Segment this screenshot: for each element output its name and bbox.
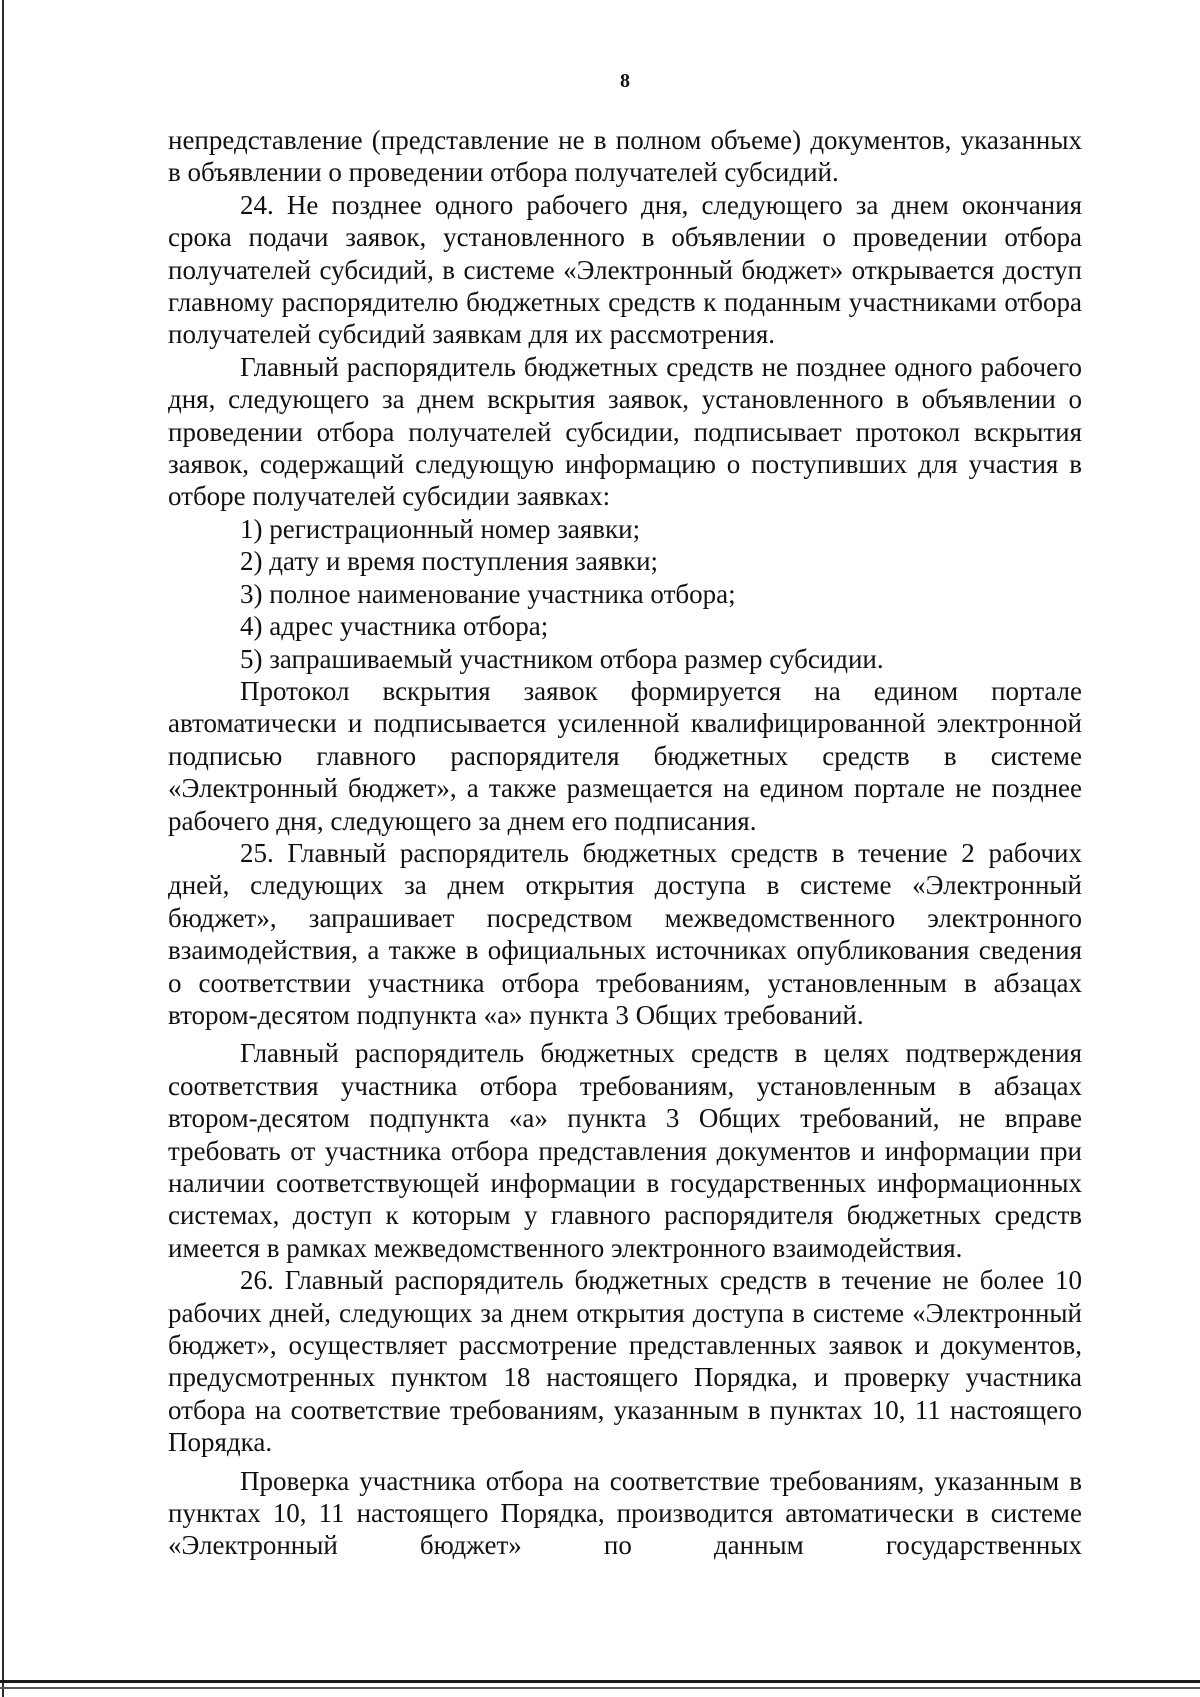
paragraph-clause-25: 25. Главный распорядитель бюджетных средств в течение 2 рабочих дней, следующих за днем открытия доступа в системе «Электронный бюджет», запрашивает посредством межведомственного электронного взаимодействия, а также в официальных источниках опубликования сведения о соответствии участника отбора требованиям, установленным в абзацах втором-десятом подпункта «а» пункта 3 Общих требований. bbox=[168, 837, 1082, 1030]
scan-bottom-edge bbox=[0, 1680, 1200, 1683]
paragraph-protocol-signing: Главный распорядитель бюджетных средств не позднее одного рабочего дня, следующего за днем вскрытия заявок, установленного в объявлении о проведении отбора получателей субсидии, подписывает протокол вскрытия заявок, содержащий следующую информацию о поступивших для участия в отборе получателей субсидии заявках: bbox=[168, 351, 1082, 512]
page-number: 8 bbox=[620, 70, 630, 92]
paragraph-clause-24: 24. Не позднее одного рабочего дня, следующего за днем окончания срока подачи заявок, установленного в объявлении о проведении отбора получателей субсидий, в системе «Электронный бюджет» открывается доступ главному распорядителю бюджетных средств к поданным участниками отбора получателей субсидий заявкам для их рассмотрения. bbox=[168, 189, 1082, 350]
scan-left-edge bbox=[2, 0, 4, 1697]
paragraph-automatic-check: Проверка участника отбора на соответствие требованиям, указанным в пунктах 10, 11 настоящего Порядка, производится автоматически в системе «Электронный бюджет» по данным государственных bbox=[168, 1465, 1082, 1561]
list-item-registration-number: 1) регистрационный номер заявки; bbox=[240, 513, 641, 544]
document-body bbox=[168, 124, 1082, 1562]
scan-bottom-edge-secondary bbox=[0, 1687, 1200, 1689]
paragraph-protocol-formation: Протокол вскрытия заявок формируется на едином портале автоматически и подписывается усиленной квалифицированной электронной подписью главного распорядителя бюджетных средств в системе «Электронный бюджет», а также размещается на едином портале не позднее рабочего дня, следующего за днем его подписания. bbox=[168, 675, 1082, 836]
list-item-full-name: 3) полное наименование участника отбора; bbox=[240, 578, 736, 609]
list-item-subsidy-amount: 5) запрашиваемый участником отбора размер субсидии. bbox=[240, 643, 884, 674]
paragraph-clause-26: 26. Главный распорядитель бюджетных средств в течение не более 10 рабочих дней, следующих за днем открытия доступа в системе «Электронный бюджет», осуществляет рассмотрение представленных заявок и документов, предусмотренных пунктом 18 настоящего Порядка, и проверку участника отбора на соответствие требованиям, указанным в пунктах 10, 11 настоящего Порядка. bbox=[168, 1265, 1082, 1458]
list-item-address: 4) адрес участника отбора; bbox=[240, 611, 549, 642]
paragraph-verification-rights: Главный распорядитель бюджетных средств в целях подтверждения соответствия участника отбора требованиям, установленным в абзацах втором-десятом подпункта «а» пункта 3 Общих требований, не вправе требовать от участника отбора представления документов и информации при наличии соответствующей информации в государственных информационных системах, доступ к которым у главного распорядителя бюджетных средств имеется в рамках межведомственного электронного взаимодействия. bbox=[168, 1038, 1082, 1263]
paragraph-continuation: непредставление (представление не в полном объеме) документов, указанных в объявлении о проведении отбора получателей субсидий. bbox=[168, 125, 1082, 188]
list-item-date-time: 2) дату и время поступления заявки; bbox=[240, 546, 659, 577]
